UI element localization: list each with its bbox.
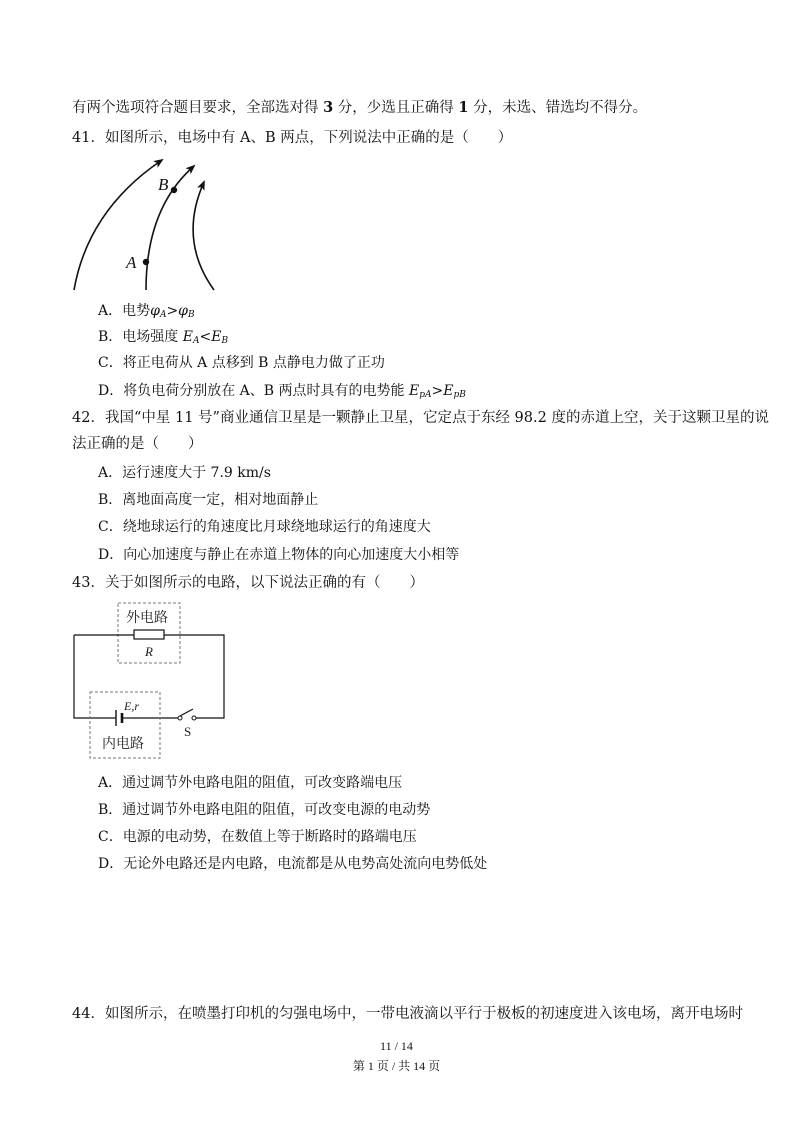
- switch-contact-right: [192, 716, 196, 720]
- question-44-stem: 44．如图所示，在喷墨打印机的匀强电场中，一带电液滴以平行于极板的初速度进入该电场，离开电场时: [72, 1006, 743, 1022]
- section-intro: 有两个选项符合题目要求，全部选对得 3 分，少选且正确得 1 分，未选、错选均不得分。: [72, 99, 648, 116]
- question-41-option-c: C．将正电荷从 A 点移到 B 点静电力做了正功: [98, 355, 385, 371]
- question-42-option-d: D．向心加速度与静止在赤道上物体的向心加速度大小相等: [98, 547, 460, 563]
- page-indicator: 第 1 页 / 共 14 页: [352, 1059, 441, 1073]
- outer-circuit-label: 外电路: [126, 611, 168, 626]
- question-41-option-a: A．电势$\varphi_A>\varphi_B$: [98, 303, 195, 320]
- question-43-option-c: C．电源的电动势，在数值上等于断路时的路端电压: [98, 829, 417, 845]
- point-a-label: A: [126, 253, 137, 272]
- question-42-option-b: B．离地面高度一定，相对地面静止: [98, 492, 319, 508]
- field-line-middle: [146, 166, 194, 290]
- question-42-option-a: A．运行速度大于 7.9 km/s: [98, 465, 271, 481]
- resistor-label: R: [145, 644, 153, 659]
- page-fraction: 11 / 14: [380, 1039, 413, 1053]
- question-41-option-b: B．电场强度 $E_A<E_B$: [98, 329, 229, 346]
- switch-label: S: [184, 724, 192, 739]
- question-41-option-d: D．将负电荷分别放在 A、B 两点时具有的电势能 $E_{pA}>E_{pB}$: [98, 383, 466, 400]
- circuit-figure: [70, 600, 230, 765]
- point-b-dot: [171, 187, 177, 193]
- question-42-stem-line1: 42．我国“中星 11 号”商业通信卫星是一颗静止卫星，它定点于东经 98.2 度的赤道上空，关于这颗卫星的说: [72, 410, 769, 426]
- question-43-option-d: D．无论外电路还是内电路，电流都是从电势高处流向电势低处: [98, 856, 488, 872]
- question-42-stem-line2: 法正确的是（ ）: [72, 436, 203, 452]
- question-41-stem: 41．如图所示，电场中有 A、B 两点，下列说法中正确的是（ ）: [72, 130, 513, 146]
- question-43-stem: 43．关于如图所示的电路，以下说法正确的有（ ）: [72, 575, 424, 591]
- source-label: E,r: [124, 699, 139, 713]
- electric-field-figure: [66, 150, 226, 295]
- inner-circuit-label: 内电路: [102, 737, 144, 752]
- resistor-symbol: [134, 630, 164, 639]
- field-line-right: [193, 182, 214, 290]
- point-b-label: B: [158, 175, 169, 194]
- switch-contact-left: [178, 716, 182, 720]
- question-43-option-a: A．通过调节外电路电阻的阻值，可改变路端电压: [98, 775, 403, 791]
- switch-lever: [180, 709, 193, 716]
- point-a-dot: [143, 259, 149, 265]
- question-42-option-c: C．绕地球运行的角速度比月球绕地球运行的角速度大: [98, 519, 431, 535]
- question-43-option-b: B．通过调节外电路电阻的阻值，可改变电源的电动势: [98, 802, 431, 818]
- field-line-left: [74, 160, 162, 290]
